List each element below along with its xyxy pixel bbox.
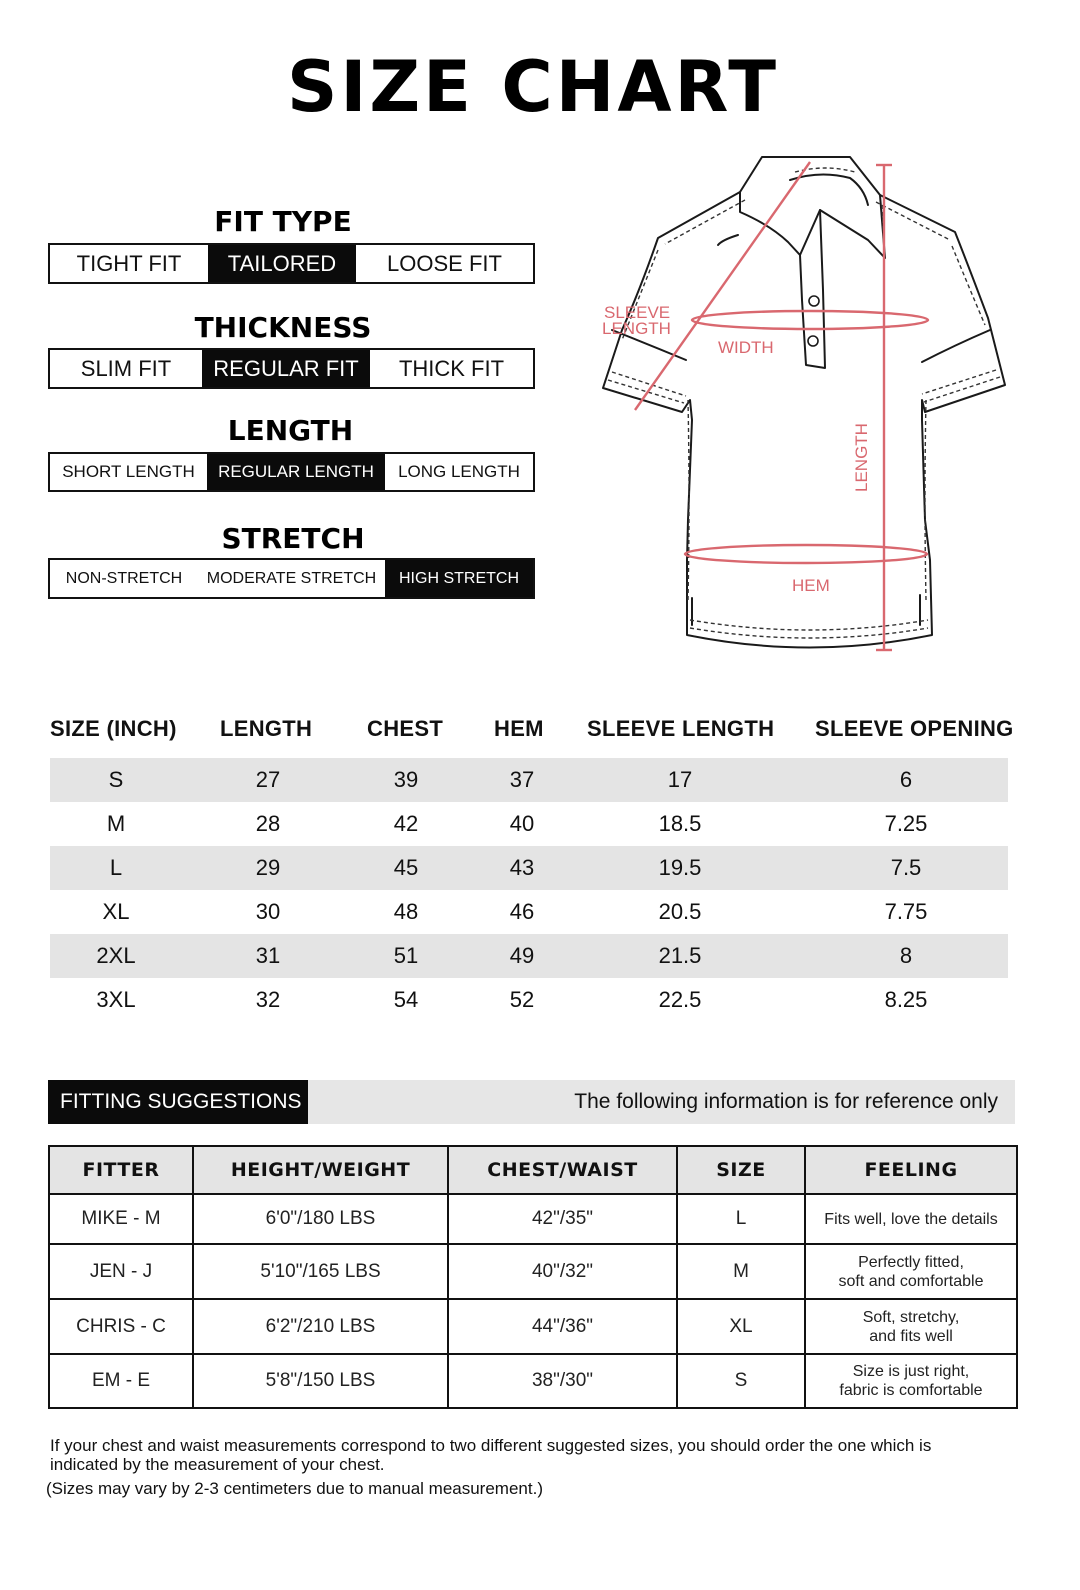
size-cell-chest: 42 <box>393 811 419 836</box>
shirt-outline <box>603 157 1005 648</box>
shirt-buttons <box>808 296 819 346</box>
size-cell-length: 29 <box>255 855 281 880</box>
size-cell-length: 30 <box>255 899 281 924</box>
size-row <box>50 802 1008 846</box>
fit-option-tailored: TAILORED <box>208 245 356 282</box>
size-cell-chest: 48 <box>393 899 419 924</box>
stretch-selector <box>48 558 535 599</box>
size-cell-size: S <box>108 767 124 792</box>
size-cell-sleeve-length: 22.5 <box>658 987 702 1012</box>
fit-header-chest-waist: CHEST/WAIST <box>448 1146 677 1194</box>
fit-cell-chest-waist: 42"/35" <box>448 1194 677 1244</box>
size-header-sleeve-length: SLEEVE LENGTH <box>587 716 775 741</box>
fit-type-title: FIT TYPE <box>214 205 352 238</box>
size-cell-sleeve-length: 21.5 <box>658 943 702 968</box>
thickness-title: THICKNESS <box>194 311 372 344</box>
button-icon <box>808 336 818 346</box>
fit-header-height-weight: HEIGHT/WEIGHT <box>193 1146 448 1194</box>
note-line-1: If your chest and waist measurements correspond to two different suggested sizes, you should order the one which is <box>50 1436 932 1455</box>
fit-row <box>49 1194 1017 1244</box>
size-cell-sleeve-length: 18.5 <box>658 811 702 836</box>
fit-cell-feeling <box>805 1244 1017 1299</box>
fit-cell-fitter: EM - E <box>49 1354 193 1408</box>
length-option-short: SHORT LENGTH <box>62 462 195 481</box>
fit-cell-height-weight: 6'0"/180 LBS <box>193 1194 448 1244</box>
fit-cell-chest-waist: 38"/30" <box>448 1354 677 1408</box>
fit-cell-feeling <box>805 1299 1017 1354</box>
size-cell-size: XL <box>102 899 130 924</box>
size-header-length: LENGTH <box>220 716 313 741</box>
stretch-title: STRETCH <box>221 522 365 555</box>
fitting-banner-note: The following information is for reference only <box>574 1090 998 1113</box>
size-cell-hem: 37 <box>509 767 535 792</box>
feeling-line: Perfectly fitted, <box>858 1253 964 1271</box>
thickness-option-regular-fit: REGULAR FIT <box>202 350 370 387</box>
fit-cell-height-weight: 5'10"/165 LBS <box>193 1244 448 1299</box>
size-cell-sleeve-opening: 7.75 <box>884 899 928 924</box>
fit-header-feeling: FEELING <box>805 1146 1017 1194</box>
stretch-option-high: HIGH STRETCH <box>385 560 533 597</box>
sleeve-length-measure <box>635 162 810 410</box>
note-line-3: (Sizes may vary by 2-3 centimeters due to manual measurement.) <box>46 1479 543 1498</box>
thickness-option-thick-fit: THICK FIT <box>398 355 505 381</box>
size-cell-sleeve-length: 20.5 <box>658 899 702 924</box>
fit-cell-size: S <box>677 1354 805 1408</box>
feeling-line: Soft, stretchy, <box>862 1308 960 1326</box>
size-cell-sleeve-opening: 8 <box>899 943 913 968</box>
size-cell-chest: 45 <box>393 855 419 880</box>
size-cell-hem: 43 <box>509 855 535 880</box>
hem-label: HEM <box>792 576 830 595</box>
fit-cell-fitter: JEN - J <box>49 1244 193 1299</box>
size-cell-chest: 39 <box>393 767 419 792</box>
size-cell-sleeve-length: 19.5 <box>658 855 702 880</box>
length-option-regular: REGULAR LENGTH <box>207 454 385 490</box>
size-row <box>50 978 1008 1022</box>
fitting-table <box>48 1145 1018 1409</box>
length-label: LENGTH <box>852 423 871 492</box>
note-line-2: indicated by the measurement of your chest. <box>50 1455 385 1474</box>
feeling-line: and fits well <box>869 1327 953 1345</box>
size-cell-size: 2XL <box>96 943 136 968</box>
size-cell-length: 28 <box>255 811 281 836</box>
fit-header-size: SIZE <box>677 1146 805 1194</box>
fit-cell-chest-waist: 40"/32" <box>448 1244 677 1299</box>
size-cell-hem: 52 <box>509 987 535 1012</box>
fit-cell-height-weight: 6'2"/210 LBS <box>193 1299 448 1354</box>
fit-cell-chest-waist: 44"/36" <box>448 1299 677 1354</box>
stretch-option-moderate: MODERATE STRETCH <box>206 569 377 587</box>
width-label: WIDTH <box>718 338 774 357</box>
size-row <box>50 758 1008 802</box>
fit-row <box>49 1354 1017 1408</box>
length-option-long: LONG LENGTH <box>398 462 520 481</box>
fitting-banner-title: FITTING SUGGESTIONS <box>48 1080 308 1124</box>
fit-cell-size: XL <box>677 1299 805 1354</box>
fit-row <box>49 1244 1017 1299</box>
size-cell-length: 31 <box>255 943 281 968</box>
sleeve-length-label-line2: LENGTH <box>602 319 671 338</box>
button-icon <box>809 296 819 306</box>
fit-cell-size: L <box>677 1194 805 1244</box>
thickness-option-slim-fit: SLIM FIT <box>80 355 172 381</box>
size-row <box>50 934 1008 978</box>
size-header-chest: CHEST <box>367 716 444 741</box>
fit-row <box>49 1299 1017 1354</box>
feeling-line: Size is just right, <box>852 1363 970 1380</box>
fit-cell-fitter: MIKE - M <box>49 1194 193 1244</box>
length-selector <box>48 452 535 492</box>
feeling-line: soft and comfortable <box>838 1272 984 1290</box>
size-cell-length: 32 <box>255 987 281 1012</box>
feeling-line: fabric is comfortable <box>839 1382 983 1399</box>
fit-option-loose-fit: LOOSE FIT <box>387 250 502 276</box>
size-row <box>50 890 1008 934</box>
size-row <box>50 846 1008 890</box>
stretch-option-non-stretch: NON-STRETCH <box>65 569 183 587</box>
length-title: LENGTH <box>227 414 354 447</box>
sleeve-length-label-line1: SLEEVE <box>604 303 671 322</box>
fit-cell-size: M <box>677 1244 805 1299</box>
fit-header-fitter: FITTER <box>49 1146 193 1194</box>
size-cell-sleeve-length: 17 <box>667 767 693 792</box>
hem-measure-ellipse <box>685 545 927 563</box>
thickness-selector <box>48 348 535 389</box>
page-title: SIZE CHART <box>286 46 780 128</box>
size-cell-sleeve-opening: 6 <box>899 767 913 792</box>
fit-cell-feeling <box>805 1354 1017 1408</box>
size-cell-chest: 54 <box>393 987 419 1012</box>
size-cell-size: M <box>106 811 126 836</box>
fit-cell-fitter: CHRIS - C <box>49 1299 193 1354</box>
width-measure-ellipse <box>692 311 928 329</box>
size-cell-hem: 49 <box>509 943 535 968</box>
size-cell-sleeve-opening: 8.25 <box>884 987 928 1012</box>
size-header-hem: HEM <box>494 716 544 741</box>
size-cell-sleeve-opening: 7.25 <box>884 811 928 836</box>
size-cell-size: 3XL <box>96 987 136 1012</box>
size-cell-sleeve-opening: 7.5 <box>890 855 922 880</box>
fit-cell-height-weight: 5'8"/150 LBS <box>193 1354 448 1408</box>
shirt-measurement-diagram <box>590 150 1020 660</box>
feeling-line: Fits well, love the details <box>824 1210 998 1228</box>
fit-type-selector <box>48 243 535 284</box>
fit-cell-feeling <box>805 1194 1017 1244</box>
shirt-stitches <box>608 168 1000 638</box>
size-header-sleeve-opening: SLEEVE OPENING <box>815 716 1014 741</box>
size-cell-length: 27 <box>255 767 281 792</box>
size-cell-hem: 46 <box>509 899 535 924</box>
size-cell-chest: 51 <box>393 943 419 968</box>
size-cell-size: L <box>109 855 123 880</box>
fit-option-tight-fit: TIGHT FIT <box>76 250 182 276</box>
size-cell-hem: 40 <box>509 811 535 836</box>
size-header-size: SIZE (INCH) <box>50 716 177 741</box>
